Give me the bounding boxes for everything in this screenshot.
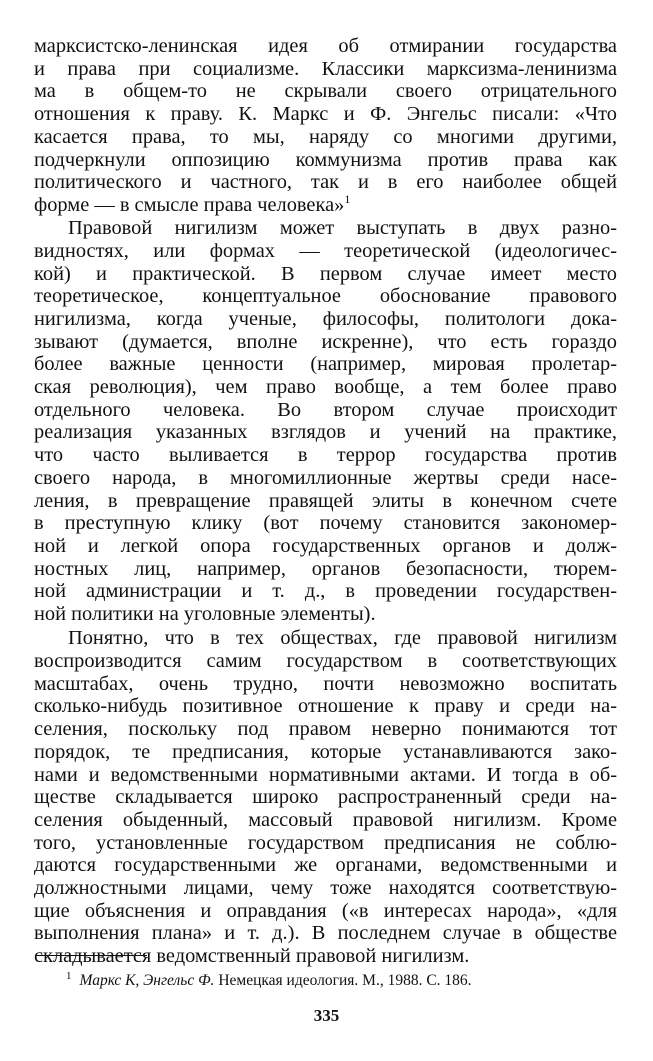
text-line: порядок, те предписания, которые устанавливаются зако- bbox=[34, 740, 617, 763]
footnote-text: Немецкая идеология. М., 1988. С. 186. bbox=[218, 972, 472, 989]
text-line: касается права, то мы, наряду со многими другими, bbox=[34, 125, 617, 148]
paragraph-1 bbox=[34, 35, 617, 217]
text-line: селения обыденный, массовый правовой нигилизм. Кроме bbox=[34, 808, 617, 831]
text-line: нигилизма, когда ученые, философы, политологи дока- bbox=[34, 307, 617, 330]
paragraph-3 bbox=[34, 627, 617, 968]
text-line: что часто выливается в террор государства против bbox=[34, 444, 617, 467]
text-line: ной политики на уголовные элементы). bbox=[34, 603, 376, 626]
text-line: селения, поскольку под правом неверно понимаются тот bbox=[34, 718, 617, 741]
text-line: ной и легкой опора государственных органов и долж- bbox=[34, 534, 617, 557]
text-line-content: форме — в смысле права человека» bbox=[34, 193, 345, 216]
text-line: Правовой нигилизм может выступать в двух разно- bbox=[68, 217, 617, 240]
text-line: нами и ведомственными нормативными актами. И тогда в об- bbox=[34, 763, 617, 786]
text-line: щие объяснения и оправдания («в интересах народа», «для bbox=[34, 899, 617, 922]
footnote-divider bbox=[36, 955, 147, 956]
text-line: реализация указанных взглядов и учений на практике, bbox=[34, 421, 617, 444]
footnote-authors: Маркс К, Энгельс Ф. bbox=[79, 972, 215, 989]
text-line: марксистско-ленинская идея об отмирании государства bbox=[34, 35, 617, 57]
text-line: зывают (думается, вполне искренне), что есть гораздо bbox=[34, 330, 617, 353]
text-line: ма в общем-то не скрывали своего отрицательного bbox=[34, 80, 617, 103]
text-line: и права при социализме. Классики марксизма-ленинизма bbox=[34, 57, 617, 80]
text-line: того, установленные государством предписания не соблю- bbox=[34, 831, 617, 854]
footnote-mark: 1 bbox=[66, 969, 72, 982]
text-line: даются государственными же органами, ведомственными и bbox=[34, 854, 617, 877]
footnote-reference: 1 bbox=[344, 192, 351, 207]
text-line: масштабах, очень трудно, почти невозможно воспитать bbox=[34, 672, 617, 695]
text-line: ская революция), чем право вообще, а тем более право bbox=[34, 376, 617, 399]
text-line: в преступную клику (вот почему становится закономер- bbox=[34, 512, 617, 535]
footnote bbox=[66, 969, 472, 990]
text-line: ления, в превращение правящей элиты в конечном счете bbox=[34, 489, 617, 512]
text-line: видностях, или формах — теоретической (идеологичес- bbox=[34, 239, 617, 262]
text-line: Понятно, что в тех обществах, где правовой нигилизм bbox=[68, 627, 617, 650]
paragraph-2 bbox=[34, 217, 617, 626]
text-line: отдельного человека. Во втором случае происходит bbox=[34, 398, 617, 421]
text-line: кой) и практической. В первом случае имеет место bbox=[34, 262, 617, 285]
text-line: ществе складывается широко распространенный среди на- bbox=[34, 786, 617, 809]
text-line: воспроизводится самим государством в соответствующих bbox=[34, 649, 617, 672]
text-line: складывается ведомственный правовой нигилизм. bbox=[34, 945, 470, 968]
text-line bbox=[34, 194, 617, 217]
text-line: политического и частного, так и в его наиболее общей bbox=[34, 171, 617, 194]
text-line: отношения к праву. К. Маркс и Ф. Энгельс писали: «Что bbox=[34, 103, 617, 126]
text-line: выполнения плана» и т. д.). В последнем случае в обществе bbox=[34, 922, 617, 945]
text-line: ной администрации и т. д., в проведении государствен- bbox=[34, 580, 617, 603]
text-line: должностными лицами, чему тоже находятся соответствую- bbox=[34, 877, 617, 900]
body-text bbox=[34, 35, 617, 968]
text-line: своего народа, в многомиллионные жертвы среди насе- bbox=[34, 466, 617, 489]
text-line: ностных лиц, например, органов безопасности, тюрем- bbox=[34, 557, 617, 580]
text-line: теоретическое, концептуальное обоснование правового bbox=[34, 285, 617, 308]
page-number: 335 bbox=[313, 1006, 340, 1025]
text-line: сколько-нибудь позитивное отношение к праву и среди на- bbox=[34, 695, 617, 718]
text-line: более важные ценности (например, мировая пролетар- bbox=[34, 353, 617, 376]
text-line: подчеркнули оппозицию коммунизма против права как bbox=[34, 148, 617, 171]
